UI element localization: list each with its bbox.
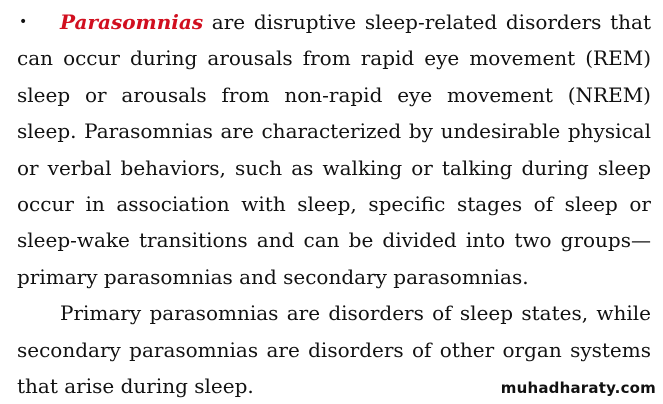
paragraph-parasomnias-definition <box>17 4 651 295</box>
paragraph2-text: Primary parasomnias are disorders of sleep states, while secondary parasomnias are disorders of other organ systems that arise during sleep. <box>17 301 651 399</box>
site-watermark: muhadharaty.com <box>500 379 656 397</box>
term-parasomnias: Parasomnias <box>60 10 204 34</box>
document-body <box>17 4 651 404</box>
paragraph1-text: are disruptive sleep-related disorders that can occur during arousals from rapid eye movement (REM) sleep or arousals from non-rapid eye movement (NREM) sleep. Parasomnias are characterized by undesirable physical or verbal behaviors, such as walking or talking during sleep occur in association with sleep, specific stages of sleep or sleep-wake transitions and can be divided into two groups—primary parasomnias and secondary parasomnias. <box>17 10 651 289</box>
bullet-icon: • <box>19 14 28 30</box>
